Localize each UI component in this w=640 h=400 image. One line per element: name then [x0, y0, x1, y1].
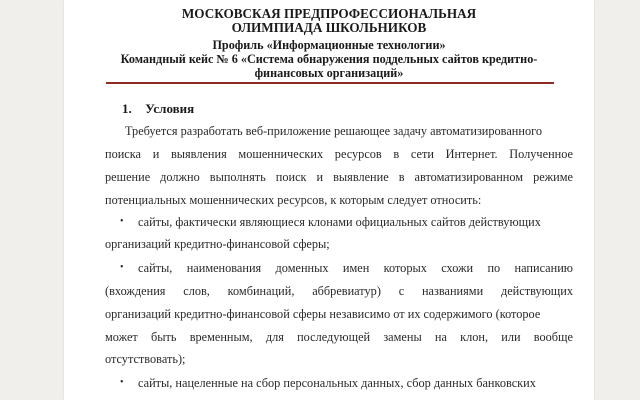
intro-line: потенциальных мошеннических ресурсов, к которым следует относить: [105, 193, 482, 207]
header-divider [106, 82, 554, 84]
bullet-marker: • [120, 262, 124, 273]
bullet-marker: • [120, 377, 124, 388]
intro-line: Требуется разработать веб-приложение решающее задачу автоматизированного [125, 124, 542, 138]
bullet-line: организаций кредитно-финансовой сферы; [105, 237, 330, 251]
bullet-line: сайты, нацеленные на сбор персональных данных, сбор данных банковских [138, 376, 536, 390]
bullet-line: организаций кредитно-финансовой сферы независимо от их содержимого (которое [105, 307, 541, 321]
header-olympiad-title: МОСКОВСКАЯ ПРЕДПРОФЕССИОНАЛЬНАЯ [181, 6, 477, 21]
section-number: 1. [122, 101, 132, 116]
bullet-marker: • [120, 216, 124, 227]
header-profile: Профиль «Информационные технологии» [212, 38, 446, 52]
header-olympiad-subtitle: ОЛИМПИАДА ШКОЛЬНИКОВ [231, 20, 427, 35]
header-case-title: Командный кейс № 6 «Система обнаружения поддельных сайтов кредитно- [120, 52, 538, 66]
section-heading [122, 101, 194, 117]
document-page [64, 0, 594, 400]
section-title: Условия [145, 101, 195, 116]
bullet-line: отсутствовать); [105, 352, 186, 366]
header-case-title-cont: финансовых организаций» [254, 66, 404, 80]
bullet-line: может быть временным, для последующей замены на клон, или вообще [105, 330, 573, 344]
bullet-line: (вхождения слов, комбинаций, аббревиатур) с названиями действующих [105, 284, 573, 298]
bullet-line: сайты, фактически являющиеся клонами официальных сайтов действующих [138, 215, 541, 229]
intro-line: решение должно выполнять поиск и выявление в автоматизированном режиме [105, 170, 573, 184]
bullet-line: сайты, наименования доменных имен которых схожи по написанию [138, 261, 573, 275]
intro-line: поиска и выявления мошеннических ресурсов в сети Интернет. Полученное [105, 147, 573, 161]
